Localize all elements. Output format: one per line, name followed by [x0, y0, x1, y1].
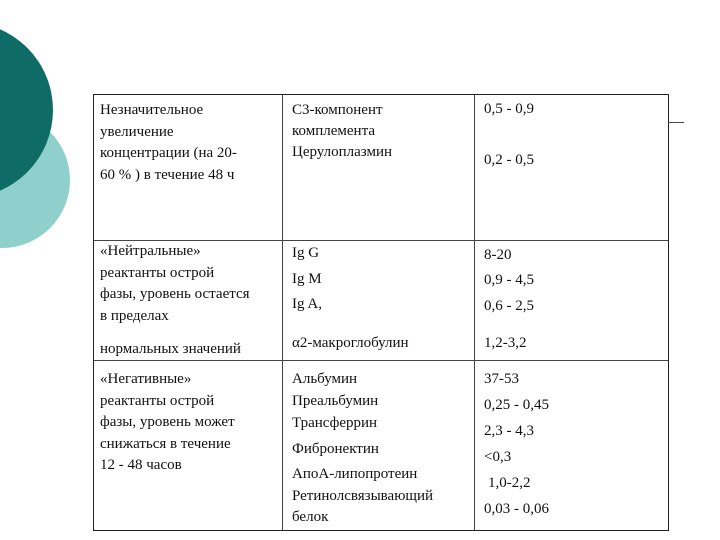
row3-value: 1,0-2,2	[488, 475, 531, 491]
column-divider	[282, 95, 283, 530]
row2-description-last: нормальных значений	[100, 341, 241, 357]
row3-description: «Негативные» реактанты острой фазы, уровень может снижаться в течение 12 - 48 часов	[100, 371, 235, 473]
row3-value: <0,3	[484, 449, 512, 465]
row1-value: 0,2 - 0,5	[484, 152, 534, 168]
row1-description: Незначительное увеличение концентрации (на 20- 60 % ) в течение 48 ч	[100, 102, 237, 183]
row2-value: 8-20	[484, 247, 512, 263]
row2-component: Ig M	[292, 271, 322, 287]
row1-component: С3-компонент	[292, 102, 383, 118]
row2-component: Ig A,	[292, 296, 322, 312]
header-rule-extension	[668, 122, 684, 123]
reactants-table	[93, 94, 669, 531]
row2-component: α2-макроглобулин	[292, 335, 409, 351]
row3-component: Фибронектин	[292, 441, 379, 457]
row3-value: 2,3 - 4,3	[484, 423, 534, 439]
row2-component: Ig G	[292, 245, 320, 261]
decorative-circles	[0, 0, 100, 300]
row2-description: «Нейтральные» реактанты острой фазы, уровень остается в пределах	[100, 243, 250, 324]
row3-value: 0,25 - 0,45	[484, 397, 549, 413]
row1-component: комплемента	[292, 123, 375, 139]
row2-value: 0,9 - 4,5	[484, 272, 534, 288]
row3-component: Преальбумин	[292, 393, 379, 409]
row3-component: Трансферрин	[292, 415, 378, 431]
row2-value: 1,2-3,2	[484, 335, 527, 351]
row-divider	[94, 360, 668, 361]
row3-component: Ретинолсвязывающий	[292, 488, 433, 504]
row3-component: Альбумин	[292, 371, 358, 387]
row3-component: белок	[292, 509, 329, 525]
column-divider	[474, 95, 475, 530]
row1-component: Церулоплазмин	[292, 144, 393, 160]
row2-value: 0,6 - 2,5	[484, 298, 534, 314]
row3-component: АпоА-липопротеин	[292, 466, 418, 482]
row3-value: 37-53	[484, 371, 519, 387]
row1-value: 0,5 - 0,9	[484, 101, 534, 117]
row3-value: 0,03 - 0,06	[484, 501, 549, 517]
